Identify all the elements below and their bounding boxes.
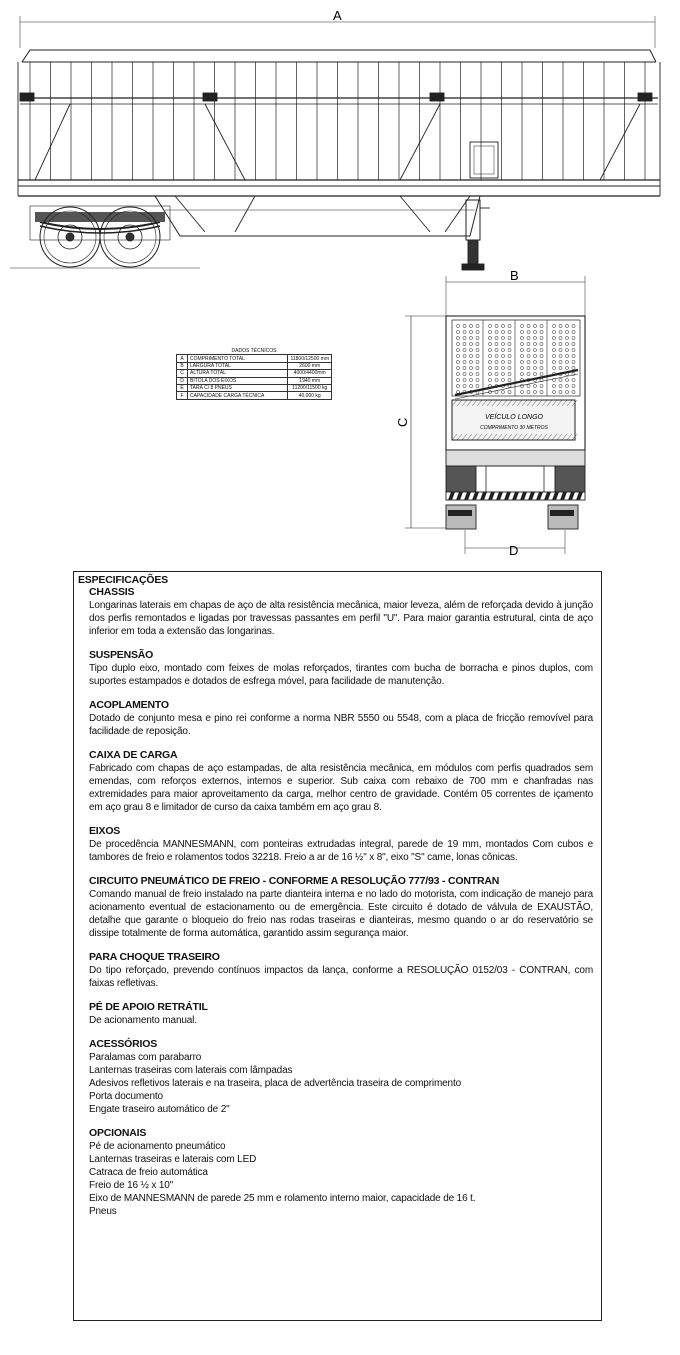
table-row: B LARGURA TOTAL 2600 mm (177, 362, 332, 369)
section-heading: PARA CHOQUE TRASEIRO (89, 951, 220, 963)
section-heading: ACESSÓRIOS (89, 1038, 158, 1050)
section-caixa-de-carga (89, 749, 593, 814)
list-item: Catraca de freio automática (89, 1167, 208, 1178)
list-item: Freio de 16 ½ x 10" (89, 1180, 174, 1191)
list-item: Adesivos refletivos laterais e na traseira, placa de advertência traseira de comprimento (89, 1078, 461, 1089)
section-heading: CHASSIS (89, 586, 135, 598)
rear-sign-line2: COMPRIMENTO 30 METROS (480, 425, 548, 431)
table-row: F CAPACIDADE CARGA TÉCNICA 40.000 kg (177, 392, 332, 399)
section-heading: CIRCUITO PNEUMÁTICO DE FREIO - CONFORME A RESOLUÇÃO 777/93 - CONTRAN (89, 875, 500, 887)
list-item: Engate traseiro automático de 2" (89, 1104, 230, 1115)
section-circuito-pneumatico (89, 875, 593, 940)
section-pe-de-apoio (89, 1001, 593, 1027)
optionals-list (89, 1140, 593, 1218)
section-para-choque (89, 951, 593, 990)
list-item: Paralamas com parabarro (89, 1052, 202, 1063)
technical-drawings (0, 0, 680, 565)
specifications-box (73, 571, 602, 1321)
section-acoplamento (89, 699, 593, 738)
table-row: E TARA C/ 8 PNEUS 11200/11500 kg (177, 384, 332, 391)
table-row: D BITOLA DOS EIXOS 1940 mm (177, 377, 332, 384)
section-chassis (89, 586, 593, 638)
dimension-label-a: A (333, 8, 342, 23)
section-heading: PÉ DE APOIO RETRÁTIL (89, 1001, 208, 1013)
dimension-label-d: D (509, 543, 519, 558)
specifications-title: ESPECIFICAÇÕES (78, 574, 168, 586)
section-text: Longarinas laterais em chapas de aço de alta resistência mecânica, maior leveza, além de reforçada devido à junção dos perfis remontados e ligadas por travessas passantes em perfil "U". Para maior garantia estrutural, cinta de aço inferior em toda a extensão das longarinas. (89, 600, 593, 637)
dimension-label-b: B (510, 268, 519, 283)
section-opcionais (89, 1127, 593, 1218)
section-text: Dotado de conjunto mesa e pino rei conforme a norma NBR 5550 ou 5548, com a placa de fricção removível para facilidade de reposição. (89, 713, 593, 737)
list-item: Pé de acionamento pneumático (89, 1141, 226, 1152)
section-heading: OPCIONAIS (89, 1127, 147, 1139)
list-item: Pneus (89, 1206, 117, 1217)
list-item: Porta documento (89, 1091, 163, 1102)
section-text: De acionamento manual. (89, 1015, 197, 1026)
accessories-list (89, 1051, 593, 1116)
table-row: C ALTURA TOTAL 4000/4400mm (177, 370, 332, 377)
section-eixos (89, 825, 593, 864)
rear-sign-line1: VEÍCULO LONGO (485, 414, 543, 421)
list-item: Lanternas traseiras e laterais com LED (89, 1154, 257, 1165)
section-text: De procedência MANNESMANN, com ponteiras extrudadas integral, parede de 19 mm, montados Com cubos e tambores de freio e rolamentos todos 32218. Freio a ar de 16 ½" x 8", eixo "S" came, lonas cônicas. (89, 839, 593, 863)
dimension-label-c: C (395, 417, 410, 427)
section-acessorios (89, 1038, 593, 1116)
list-item: Lanternas traseiras com laterais com lâmpadas (89, 1065, 293, 1076)
tech-table-header: DADOS TÉCNICOS (177, 348, 332, 355)
tech-data-table (176, 348, 332, 400)
section-text: Do tipo reforçado, prevendo contínuos impactos da lança, conforme a RESOLUÇÃO 0152/03 - CONTRAN, com faixas refletivas. (89, 965, 593, 989)
section-text: Fabricado com chapas de aço estampadas, de alta resistência mecânica, em módulos com perfis quadrados sem emendas, com reforços externos, internos e superior. Sub caixa com rebaixo de 700 mm e chanfradas nas extremidades para maior aproveitamento da carga, melhor centro de gravidade. Contém 05 correntes de içamento em aço grau 8 e limitador de curso da caixa também em aço grau 8. (89, 763, 593, 813)
section-heading: EIXOS (89, 825, 121, 837)
section-heading: CAIXA DE CARGA (89, 749, 178, 761)
section-heading: ACOPLAMENTO (89, 699, 169, 711)
table-row: A COMPRIMENTO TOTAL 11800/12500 mm (177, 355, 332, 362)
section-suspensao (89, 649, 593, 688)
list-item: Eixo de MANNESMANN de parede 25 mm e rolamento interno maior, capacidade de 16 t. (89, 1193, 476, 1204)
section-text: Comando manual de freio instalado na parte dianteira interna e no lado do motorista, com indicação de manejo para acionamento eventual de estacionamento ou de emergência. Este circuito é dotado de válvula de EXAUSTÃO, detalhe que garante o bloqueio do freio nas rodas traseiras e dianteiras, mesmo quando o ar do reservatório se dissipe totalmente de forma automática, garantido assim segurança maior. (89, 889, 593, 939)
section-text: Tipo duplo eixo, montado com feixes de molas reforçados, tirantes com bucha de borracha e pinos duplos, com suportes estampados e dotados de esfrega móvel, para facilidade de manutenção. (89, 663, 593, 687)
section-heading: SUSPENSÃO (89, 649, 154, 661)
